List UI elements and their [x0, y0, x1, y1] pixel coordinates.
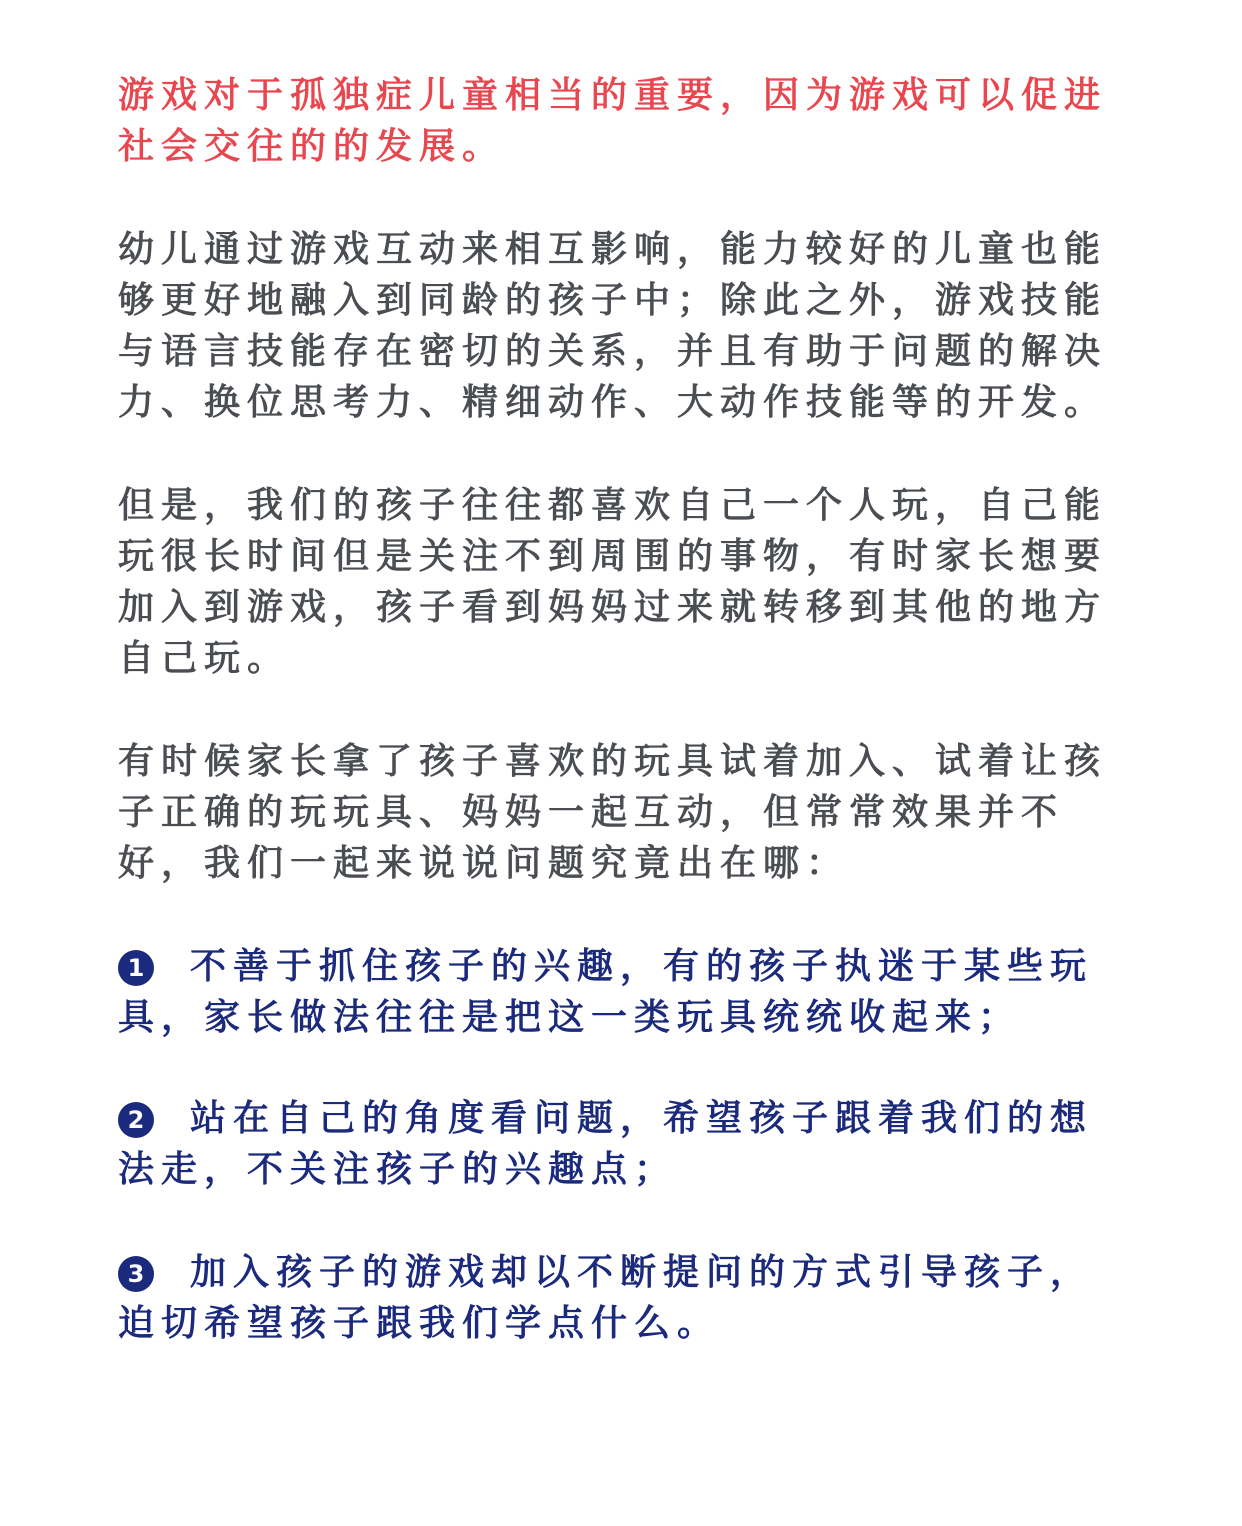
list-item: [118, 1093, 1133, 1195]
paragraph-problem-intro: 有时候家长拿了孩子喜欢的玩具试着加入、试着让孩子正确的玩玩具、妈妈一起互动，但常常效果并不好，我们一起来说说问题究竟出在哪：: [118, 741, 1108, 884]
article: [118, 70, 1128, 1349]
list-item-text: 站在自己的角度看问题，希望孩子跟着我们的想法走，不关注孩子的兴趣点；: [118, 1098, 1094, 1190]
list-item-text: 不善于抓住孩子的兴趣，有的孩子执迷于某些玩具，家长做法往往是把这一类玩具统统收起来；: [118, 946, 1094, 1038]
intro-heading: 游戏对于孤独症儿童相当的重要，因为游戏可以促进社会交往的的发展。: [118, 75, 1108, 167]
circled-number-3-icon: 3: [118, 1256, 154, 1292]
problem-list: [118, 941, 1128, 1349]
list-item-text: 加入孩子的游戏却以不断提问的方式引导孩子，迫切希望孩子跟我们学点什么。: [118, 1252, 1094, 1344]
list-item: [118, 1247, 1133, 1349]
paragraph-solitary-play: 但是，我们的孩子往往都喜欢自己一个人玩，自己能玩很长时间但是关注不到周围的事物，有时家长想要加入到游戏，孩子看到妈妈过来就转移到其他的地方自己玩。: [118, 485, 1108, 679]
paragraph-play-benefits: 幼儿通过游戏互动来相互影响，能力较好的儿童也能够更好地融入到同龄的孩子中；除此之外，游戏技能与语言技能存在密切的关系，并且有助于问题的解决力、换位思考力、精细动作、大动作技能等的开发。: [118, 229, 1108, 423]
circled-number-1-icon: 1: [118, 950, 154, 986]
list-item: [118, 941, 1133, 1043]
circled-number-2-icon: 2: [118, 1102, 154, 1138]
